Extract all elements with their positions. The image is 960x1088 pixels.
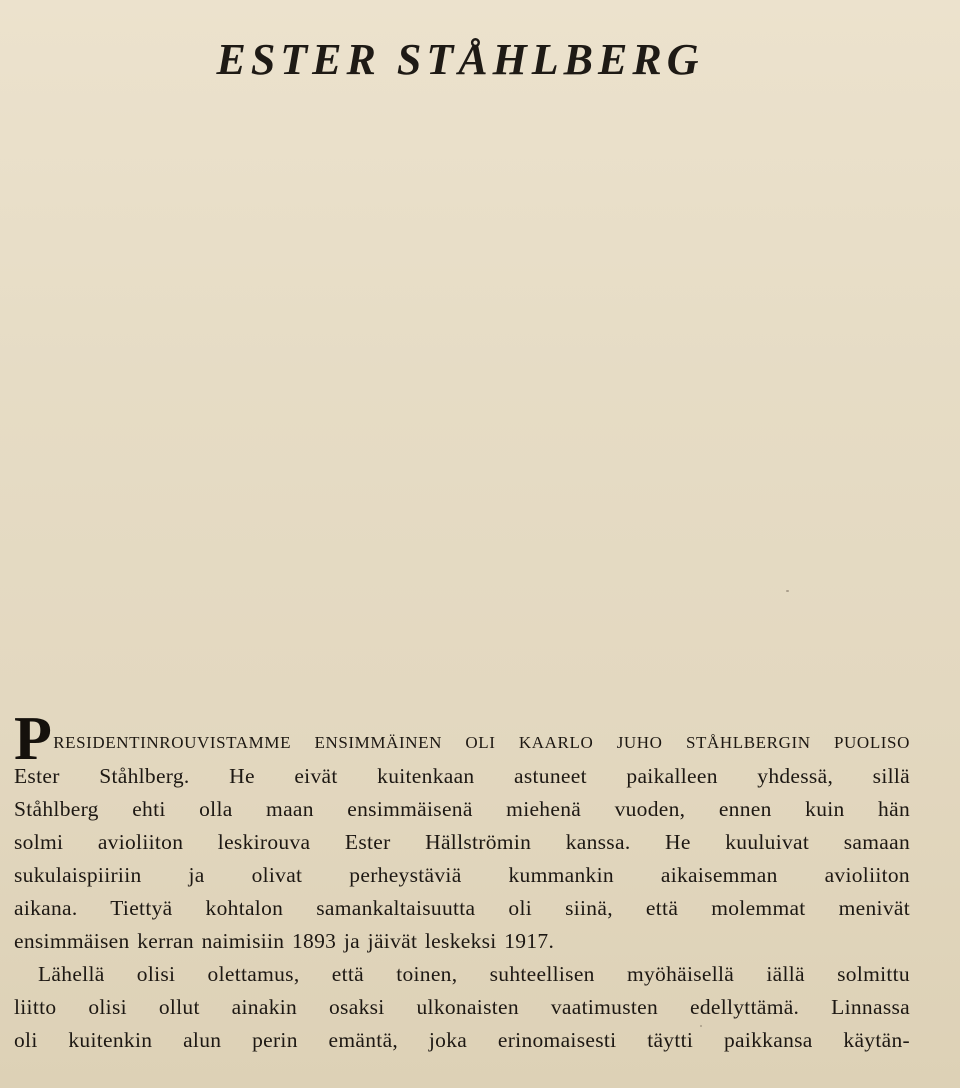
text-line: oli kuitenkin alun perin emäntä, joka erinomaisesti täytti paikkansa käytän- [14, 1028, 910, 1052]
drop-cap: P [14, 705, 53, 773]
opening-line [14, 702, 910, 773]
page-title: ESTER STÅHLBERG [216, 35, 704, 84]
text-line: ensimmäisen kerran naimisiin 1893 ja jäivät leskeksi 1917. [14, 929, 555, 953]
text-line: Lähellä olisi olettamus, että toinen, suhteellisen myöhäisellä iällä solmittu [38, 962, 910, 986]
text-line: liitto olisi ollut ainakin osaksi ulkonaisten vaatimusten edellyttämä. Linnassa [14, 995, 910, 1019]
text-line: Ståhlberg ehti olla maan ensimmäisenä miehenä vuoden, ennen kuin hän [14, 797, 910, 821]
text-line: sukulaispiiriin ja olivat perheystäviä kummankin aikaisemman avioliiton [14, 863, 910, 887]
text-line: Ester Ståhlberg. He eivät kuitenkaan astuneet paikalleen yhdessä, sillä [14, 764, 910, 788]
paragraph-1 [14, 760, 910, 958]
paragraph-2 [14, 958, 910, 1057]
text-line: solmi avioliiton leskirouva Ester Hällströmin kanssa. He kuuluivat samaan [14, 830, 910, 854]
paper-speck [786, 590, 789, 592]
opening-small-caps: RESIDENTINROUVISTAMME ENSIMMÄINEN OLI KAARLO JUHO STÅHLBERGIN PUOLISO [53, 733, 910, 752]
text-line: aikana. Tiettyä kohtalon samankaltaisuutta oli siinä, että molemmat menivät [14, 896, 910, 920]
article-body [14, 702, 910, 1057]
